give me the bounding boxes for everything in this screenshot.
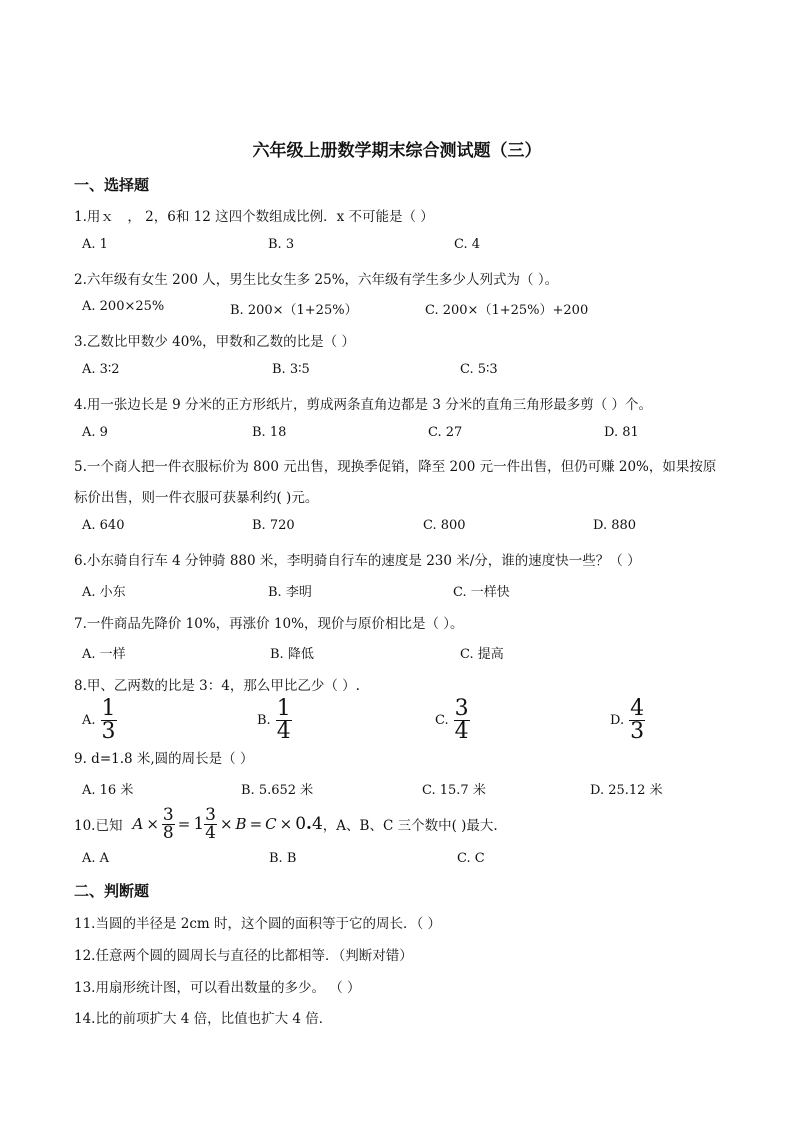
- question-9: 9. d=1.8 米,圆的周长是（ ）: [74, 751, 254, 767]
- fraction-denominator: 3: [630, 718, 645, 744]
- page-title: 六年级上册数学期末综合测试题（三）: [252, 141, 542, 161]
- option-c[interactable]: C. 提高: [460, 647, 504, 662]
- option-a[interactable]: A. 16 米: [82, 783, 134, 798]
- option-c[interactable]: C. 15.7 米: [422, 783, 486, 798]
- option-a[interactable]: A. 小东: [82, 585, 126, 600]
- equals-sign: =: [249, 815, 263, 833]
- option-d[interactable]: D. 81: [604, 425, 639, 440]
- option-c[interactable]: C. C: [457, 851, 485, 866]
- option-b[interactable]: B. B: [269, 851, 297, 866]
- fraction-numerator: 3: [162, 804, 174, 825]
- fraction-3-8: [162, 804, 175, 843]
- option-b[interactable]: B. 18: [252, 425, 287, 440]
- question-1: 1.用ｘ ， 2，6和 12 这四个数组成比例．x 不可能是（ ）: [74, 209, 434, 225]
- question-12: 12.任意两个圆的圆周长与直径的比都相等．（判断对错）: [74, 948, 413, 964]
- option-c[interactable]: C. 4: [454, 237, 481, 252]
- question-10-options: [82, 851, 722, 871]
- fraction: [101, 695, 117, 744]
- fraction: [276, 695, 292, 744]
- option-d[interactable]: D. 25.12 米: [590, 783, 663, 798]
- fraction: [454, 695, 470, 744]
- option-b[interactable]: [257, 695, 292, 744]
- option-c[interactable]: C. 800: [423, 518, 466, 533]
- question-1-options: [82, 237, 722, 257]
- option-b[interactable]: B. 李明: [268, 585, 312, 600]
- option-a[interactable]: A. 640: [82, 518, 125, 533]
- section-heading-choice: 一、选择题: [74, 176, 150, 194]
- option-c[interactable]: C. 一样快: [453, 585, 510, 600]
- option-d[interactable]: D. 880: [593, 518, 637, 533]
- question-10: [74, 806, 498, 842]
- option-a[interactable]: A. 9: [82, 425, 108, 440]
- equals-sign: =: [177, 815, 191, 833]
- question-5-line-1: 5.一个商人把一件衣服标价为 800 元出售，现换季促销，降至 200 元一件出售，但仍可赚 20%，如果按原: [74, 459, 717, 475]
- option-label: D.: [610, 712, 625, 728]
- decimal-point: .: [306, 814, 312, 834]
- option-a[interactable]: [82, 695, 117, 744]
- question-10-suffix: ，A、B、C 三个数中( )最大.: [322, 818, 498, 834]
- question-7: 7.一件商品先降价 10%，再涨价 10%，现价与原价相比是（ ）。: [74, 616, 464, 632]
- option-c[interactable]: [435, 695, 470, 744]
- fraction-denominator: 3: [101, 718, 116, 744]
- option-a[interactable]: A. 3∶2: [82, 362, 120, 377]
- option-b[interactable]: B. 5.652 米: [241, 783, 314, 798]
- question-2: 2.六年级有女生 200 人，男生比女生多 25%，六年级有学生多少人列式为（ ）。: [74, 272, 559, 288]
- question-8-options: [82, 695, 722, 744]
- fraction-numerator: 1: [276, 695, 291, 721]
- times-sign: ×: [279, 815, 293, 833]
- option-d[interactable]: [610, 695, 645, 744]
- question-6-options: [82, 581, 722, 601]
- option-c[interactable]: C. 5∶3: [460, 362, 498, 377]
- fraction-numerator: 4: [630, 695, 645, 721]
- question-9-options: [82, 779, 722, 799]
- fraction-3-4: [204, 804, 217, 843]
- option-b[interactable]: B. 降低: [270, 647, 314, 662]
- section-heading-judge: 二、判断题: [74, 882, 150, 900]
- question-3-options: [82, 362, 722, 382]
- question-2-options: [82, 299, 722, 319]
- fraction-numerator: 3: [205, 804, 216, 825]
- times-sign: ×: [219, 815, 233, 833]
- fraction-denominator: 4: [454, 718, 469, 744]
- decimal-four: 4: [311, 814, 323, 834]
- fraction-denominator: 8: [162, 822, 174, 843]
- times-sign: ×: [146, 815, 159, 833]
- option-a[interactable]: A. 200×25%: [82, 299, 165, 314]
- option-a[interactable]: A. A: [82, 851, 110, 866]
- question-5-options: [82, 518, 722, 538]
- question-14: 14.比的前项扩大 4 倍，比值也扩大 4 倍．: [74, 1011, 333, 1027]
- option-c[interactable]: C. 27: [428, 425, 463, 440]
- variable-c: C: [265, 815, 277, 833]
- question-7-options: [82, 643, 722, 663]
- fraction-denominator: 4: [205, 822, 216, 843]
- question-3: 3.乙数比甲数少 40%，甲数和乙数的比是（ ）: [74, 334, 355, 350]
- option-b[interactable]: B. 3∶5: [272, 362, 310, 377]
- whole-number: 1: [193, 814, 205, 834]
- option-a[interactable]: A. 1: [82, 237, 108, 252]
- fraction-denominator: 4: [276, 718, 291, 744]
- question-11: 11.当圆的半径是 2cm 时，这个圆的面积等于它的周长．（ ）: [74, 916, 442, 932]
- decimal-zero: 0: [295, 814, 307, 834]
- option-b[interactable]: B. 720: [252, 518, 295, 533]
- variable-a: A: [132, 815, 144, 833]
- question-5-line-2: 标价出售，则一件衣服可获暴利约( )元。: [74, 490, 319, 506]
- option-c[interactable]: C. 200×（1+25%）+200: [425, 303, 589, 318]
- option-b[interactable]: B. 3: [268, 237, 295, 252]
- fraction-numerator: 3: [454, 695, 469, 721]
- option-b[interactable]: B. 200×（1+25%）: [230, 303, 358, 318]
- question-4: 4.用一张边长是 9 分米的正方形纸片，剪成两条直角边都是 3 分米的直角三角形最多剪（ ）个。: [74, 397, 653, 413]
- fraction-numerator: 1: [101, 695, 116, 721]
- option-label: B.: [257, 712, 271, 728]
- question-6: 6.小东骑自行车 4 分钟骑 880 米，李明骑自行车的速度是 230 米/分，谁的速度快一些？（ ）: [74, 553, 641, 569]
- option-label: C.: [435, 712, 449, 728]
- variable-b: B: [235, 815, 247, 833]
- question-4-options: [82, 425, 722, 445]
- option-label: A.: [82, 712, 96, 728]
- question-10-prefix: 10.已知: [74, 818, 123, 834]
- fraction: [629, 695, 645, 744]
- question-8: 8.甲、乙两数的比是 3：4，那么甲比乙少（ ）.: [74, 678, 360, 694]
- option-a[interactable]: A. 一样: [82, 647, 126, 662]
- question-13: 13.用扇形统计图，可以看出数量的多少。 （ ）: [74, 980, 361, 996]
